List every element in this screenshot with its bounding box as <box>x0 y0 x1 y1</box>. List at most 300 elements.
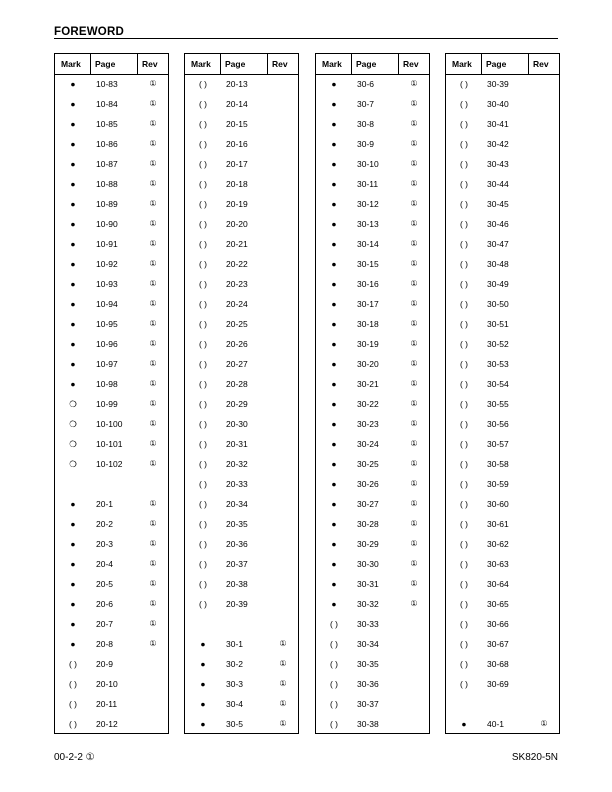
mark-symbol: ● <box>331 539 337 549</box>
page-number: 30-41 <box>487 119 509 129</box>
table-row <box>185 635 298 655</box>
mark-symbol: ( ) <box>459 99 469 109</box>
table-row <box>185 275 298 295</box>
mark-symbol: ● <box>331 279 337 289</box>
page-number: 10-95 <box>96 319 118 329</box>
mark-symbol: ● <box>70 119 76 129</box>
page-number: 30-10 <box>357 159 379 169</box>
revision-symbol: ① <box>149 279 157 288</box>
footer-page-number: 00-2-2 ① <box>54 752 95 763</box>
mark-symbol: ( ) <box>198 379 208 389</box>
table-row <box>446 315 559 335</box>
revision-symbol: ① <box>410 359 418 368</box>
revision-symbol: ① <box>149 319 157 328</box>
page-number: 10-96 <box>96 339 118 349</box>
mark-symbol: ( ) <box>459 219 469 229</box>
revision-symbol: ① <box>410 479 418 488</box>
mark-symbol: ● <box>331 379 337 389</box>
table-row <box>55 655 168 675</box>
table-row <box>316 475 429 495</box>
page-number: 20-20 <box>226 219 248 229</box>
mark-symbol: ( ) <box>198 479 208 489</box>
mark-symbol: ● <box>331 259 337 269</box>
revision-symbol: ① <box>410 579 418 588</box>
mark-symbol: ● <box>331 219 337 229</box>
page-number: 30-57 <box>487 439 509 449</box>
table-row <box>185 295 298 315</box>
page-title: FOREWORD <box>54 26 124 38</box>
table-row <box>316 515 429 535</box>
revision-symbol: ① <box>410 259 418 268</box>
mark-symbol: ( ) <box>198 259 208 269</box>
page-number: 10-98 <box>96 379 118 389</box>
table-row <box>446 215 559 235</box>
revision-symbol: ① <box>410 299 418 308</box>
table-row <box>185 435 298 455</box>
revision-symbol: ① <box>410 139 418 148</box>
table-row <box>185 695 298 715</box>
page-number: 20-4 <box>96 559 114 569</box>
mark-symbol: ( ) <box>459 659 469 669</box>
mark-symbol: ( ) <box>459 579 469 589</box>
mark-symbol: ● <box>331 419 337 429</box>
revision-symbol: ① <box>149 219 157 228</box>
mark-symbol: ● <box>331 299 337 309</box>
table-row <box>185 95 298 115</box>
mark-symbol: ( ) <box>459 239 469 249</box>
page-number: 20-2 <box>96 519 114 529</box>
table-row <box>55 575 168 595</box>
mark-symbol: ● <box>200 699 206 709</box>
mark-symbol: ( ) <box>198 419 208 429</box>
table-row <box>55 695 168 715</box>
page-number: 30-47 <box>487 239 509 249</box>
table-row <box>316 195 429 215</box>
revision-symbol: ① <box>410 199 418 208</box>
table-row <box>185 675 298 695</box>
table-row <box>446 475 559 495</box>
revision-symbol: ① <box>149 619 157 628</box>
page-number: 20-16 <box>226 139 248 149</box>
mark-symbol: ❍ <box>69 459 77 469</box>
page-number: 30-38 <box>357 719 379 729</box>
table-row <box>55 495 168 515</box>
page-number: 20-27 <box>226 359 248 369</box>
table-row <box>446 455 559 475</box>
page-number: 30-52 <box>487 339 509 349</box>
table-row <box>316 115 429 135</box>
revision-symbol: ① <box>410 179 418 188</box>
mark-symbol: ● <box>331 339 337 349</box>
page-number: 20-22 <box>226 259 248 269</box>
page-number: 30-59 <box>487 479 509 489</box>
page-number: 10-92 <box>96 259 118 269</box>
revision-symbol: ① <box>279 659 287 668</box>
mark-symbol: ● <box>331 139 337 149</box>
revision-symbol: ① <box>149 639 157 648</box>
revision-symbol: ① <box>149 99 157 108</box>
table-row <box>446 335 559 355</box>
mark-symbol: ( ) <box>198 459 208 469</box>
page-number: 30-35 <box>357 659 379 669</box>
page-number: 30-14 <box>357 239 379 249</box>
page-number: 30-18 <box>357 319 379 329</box>
table-row <box>446 195 559 215</box>
page-number: 30-11 <box>357 179 379 189</box>
table-row <box>55 155 168 175</box>
revision-symbol: ① <box>410 159 418 168</box>
header-divider <box>481 54 482 75</box>
mark-symbol: ● <box>70 339 76 349</box>
table-row <box>316 175 429 195</box>
header-divider <box>528 54 529 75</box>
mark-symbol: ( ) <box>459 639 469 649</box>
table-row <box>185 195 298 215</box>
mark-symbol: ● <box>331 239 337 249</box>
page-number: 40-1 <box>487 719 505 729</box>
header-mark: Mark <box>61 59 81 69</box>
table-row <box>316 715 429 735</box>
page-number: 30-58 <box>487 459 509 469</box>
page-number: 30-16 <box>357 279 379 289</box>
table-row <box>55 175 168 195</box>
mark-symbol: ● <box>331 359 337 369</box>
revision-symbol: ① <box>410 419 418 428</box>
page-number: 10-85 <box>96 119 118 129</box>
table-row <box>446 75 559 95</box>
mark-symbol: ❍ <box>69 399 77 409</box>
table-row <box>55 555 168 575</box>
mark-symbol: ( ) <box>198 559 208 569</box>
revision-symbol: ① <box>410 219 418 228</box>
mark-symbol: ● <box>331 159 337 169</box>
mark-symbol: ( ) <box>459 479 469 489</box>
revision-symbol: ① <box>149 139 157 148</box>
mark-symbol: ( ) <box>329 719 339 729</box>
page-number: 30-30 <box>357 559 379 569</box>
revision-symbol: ① <box>149 259 157 268</box>
mark-symbol: ● <box>331 99 337 109</box>
page-number: 30-2 <box>226 659 244 669</box>
table-row <box>185 255 298 275</box>
table-row <box>185 555 298 575</box>
table-row <box>446 555 559 575</box>
mark-symbol: ● <box>70 79 76 89</box>
mark-symbol: ( ) <box>329 679 339 689</box>
table-row <box>446 655 559 675</box>
page-number: 30-54 <box>487 379 509 389</box>
table-row <box>55 675 168 695</box>
table-row <box>55 635 168 655</box>
mark-symbol: ( ) <box>459 519 469 529</box>
table-row <box>316 95 429 115</box>
table-row <box>446 355 559 375</box>
mark-symbol: ● <box>331 499 337 509</box>
page-number: 20-3 <box>96 539 114 549</box>
table-row <box>446 375 559 395</box>
page-number: 30-8 <box>357 119 375 129</box>
table-row <box>316 615 429 635</box>
revision-symbol: ① <box>410 459 418 468</box>
revision-symbol: ① <box>410 399 418 408</box>
page-number: 20-1 <box>96 499 114 509</box>
page-number: 20-18 <box>226 179 248 189</box>
mark-symbol: ( ) <box>459 259 469 269</box>
page-number: 30-27 <box>357 499 379 509</box>
revision-symbol: ① <box>149 159 157 168</box>
table-row <box>55 315 168 335</box>
page-number: 30-32 <box>357 599 379 609</box>
table-column-2 <box>184 53 299 734</box>
page-number: 20-15 <box>226 119 248 129</box>
mark-symbol: ● <box>70 319 76 329</box>
page-number: 30-31 <box>357 579 379 589</box>
table-row <box>55 95 168 115</box>
page-number: 30-37 <box>357 699 379 709</box>
mark-symbol: ( ) <box>459 299 469 309</box>
revision-symbol: ① <box>410 439 418 448</box>
page-number: 10-90 <box>96 219 118 229</box>
page-number: 10-86 <box>96 139 118 149</box>
revision-symbol: ① <box>149 199 157 208</box>
mark-symbol: ● <box>70 299 76 309</box>
revision-symbol: ① <box>149 599 157 608</box>
revision-symbol: ① <box>410 499 418 508</box>
page-number: 20-6 <box>96 599 114 609</box>
revision-symbol: ① <box>149 179 157 188</box>
page-number: 30-45 <box>487 199 509 209</box>
header-divider <box>137 54 138 75</box>
table-header <box>55 54 168 75</box>
table-row <box>446 135 559 155</box>
table-row <box>446 95 559 115</box>
mark-symbol: ( ) <box>68 699 78 709</box>
page-number: 30-15 <box>357 259 379 269</box>
mark-symbol: ( ) <box>459 79 469 89</box>
table-row <box>446 295 559 315</box>
table-row <box>185 335 298 355</box>
mark-symbol: ( ) <box>198 399 208 409</box>
table-row <box>185 75 298 95</box>
table-row <box>316 275 429 295</box>
mark-symbol: ● <box>70 199 76 209</box>
mark-symbol: ● <box>70 179 76 189</box>
table-row <box>316 455 429 475</box>
mark-symbol: ( ) <box>459 159 469 169</box>
table-row <box>446 715 559 735</box>
mark-symbol: ( ) <box>68 719 78 729</box>
table-row <box>55 355 168 375</box>
page-number: 30-4 <box>226 699 244 709</box>
table-column-4 <box>445 53 560 734</box>
mark-symbol: ( ) <box>198 219 208 229</box>
page-number: 30-43 <box>487 159 509 169</box>
table-row <box>316 155 429 175</box>
table-row <box>185 475 298 495</box>
revision-symbol: ① <box>279 719 287 728</box>
table-row <box>316 495 429 515</box>
table-row <box>316 575 429 595</box>
table-row <box>316 215 429 235</box>
page-number: 10-94 <box>96 299 118 309</box>
page-number: 30-69 <box>487 679 509 689</box>
mark-symbol: ● <box>331 479 337 489</box>
mark-symbol: ● <box>70 579 76 589</box>
header-divider <box>267 54 268 75</box>
page-number: 30-19 <box>357 339 379 349</box>
table-row <box>316 355 429 375</box>
table-row <box>446 535 559 555</box>
table-row <box>316 335 429 355</box>
mark-symbol: ( ) <box>459 359 469 369</box>
table-row <box>316 75 429 95</box>
page-number: 20-21 <box>226 239 248 249</box>
page-number: 30-55 <box>487 399 509 409</box>
page-number: 30-25 <box>357 459 379 469</box>
table-row <box>446 635 559 655</box>
table-row <box>185 415 298 435</box>
page-number: 20-38 <box>226 579 248 589</box>
table-column-3 <box>315 53 430 734</box>
revision-symbol: ① <box>149 299 157 308</box>
mark-symbol: ( ) <box>198 79 208 89</box>
mark-symbol: ● <box>200 639 206 649</box>
page-number: 30-48 <box>487 259 509 269</box>
mark-symbol: ( ) <box>198 359 208 369</box>
table-row <box>185 575 298 595</box>
page-number: 10-97 <box>96 359 118 369</box>
page-number: 30-29 <box>357 539 379 549</box>
table-row <box>55 715 168 735</box>
page-number: 20-32 <box>226 459 248 469</box>
revision-symbol: ① <box>149 399 157 408</box>
page-number: 20-30 <box>226 419 248 429</box>
table-row <box>185 395 298 415</box>
table-row <box>55 515 168 535</box>
page-number: 10-84 <box>96 99 118 109</box>
mark-symbol: ( ) <box>198 119 208 129</box>
table-row <box>185 535 298 555</box>
page-number: 20-17 <box>226 159 248 169</box>
page-number: 30-33 <box>357 619 379 629</box>
table-row <box>316 695 429 715</box>
mark-symbol: ( ) <box>198 199 208 209</box>
page-number: 30-7 <box>357 99 375 109</box>
table-row <box>55 75 168 95</box>
revision-symbol: ① <box>149 519 157 528</box>
page-number: 30-51 <box>487 319 509 329</box>
page-number: 10-83 <box>96 79 118 89</box>
page-number: 30-36 <box>357 679 379 689</box>
title-rule <box>54 38 558 39</box>
table-row <box>316 315 429 335</box>
table-row <box>316 635 429 655</box>
page-number: 30-63 <box>487 559 509 569</box>
page-number: 20-14 <box>226 99 248 109</box>
mark-symbol: ● <box>70 219 76 229</box>
table-row <box>446 235 559 255</box>
header-mark: Mark <box>191 59 211 69</box>
mark-symbol: ( ) <box>329 619 339 629</box>
mark-symbol: ( ) <box>198 439 208 449</box>
table-row <box>55 435 168 455</box>
footer-model: SK820-5N <box>511 752 558 763</box>
mark-symbol: ● <box>331 319 337 329</box>
mark-symbol: ● <box>70 99 76 109</box>
revision-symbol: ① <box>149 239 157 248</box>
table-row <box>316 395 429 415</box>
page-number: 30-28 <box>357 519 379 529</box>
page-number: 30-56 <box>487 419 509 429</box>
revision-symbol: ① <box>410 79 418 88</box>
mark-symbol: ( ) <box>198 99 208 109</box>
revision-symbol: ① <box>149 499 157 508</box>
mark-symbol: ● <box>70 359 76 369</box>
mark-symbol: ● <box>331 459 337 469</box>
page-number: 30-49 <box>487 279 509 289</box>
header-rev: Rev <box>533 59 549 69</box>
mark-symbol: ● <box>331 599 337 609</box>
page-number: 30-9 <box>357 139 375 149</box>
mark-symbol: ( ) <box>459 419 469 429</box>
revision-symbol: ① <box>410 319 418 328</box>
mark-symbol: ( ) <box>459 459 469 469</box>
mark-symbol: ❍ <box>69 439 77 449</box>
revision-symbol: ① <box>410 239 418 248</box>
page-number: 20-19 <box>226 199 248 209</box>
revision-symbol: ① <box>410 559 418 568</box>
mark-symbol: ( ) <box>198 179 208 189</box>
table-row <box>185 595 298 615</box>
mark-symbol: ● <box>70 239 76 249</box>
mark-symbol: ( ) <box>459 199 469 209</box>
page-number: 20-39 <box>226 599 248 609</box>
header-page: Page <box>486 59 507 69</box>
page-number: 20-12 <box>96 719 118 729</box>
table-row <box>185 655 298 675</box>
revision-symbol: ① <box>410 379 418 388</box>
mark-symbol: ● <box>331 179 337 189</box>
mark-symbol: ( ) <box>459 439 469 449</box>
mark-symbol: ● <box>70 519 76 529</box>
mark-symbol: ( ) <box>459 559 469 569</box>
revision-symbol: ① <box>149 359 157 368</box>
page-number: 20-37 <box>226 559 248 569</box>
mark-symbol: ( ) <box>198 519 208 529</box>
page-number: 30-13 <box>357 219 379 229</box>
table-row <box>316 295 429 315</box>
revision-symbol: ① <box>410 519 418 528</box>
mark-symbol: ● <box>70 539 76 549</box>
table-row <box>55 595 168 615</box>
page-number: 20-29 <box>226 399 248 409</box>
mark-symbol: ( ) <box>459 619 469 629</box>
table-row <box>185 115 298 135</box>
header-rev: Rev <box>142 59 158 69</box>
mark-symbol: ● <box>70 499 76 509</box>
header-divider <box>351 54 352 75</box>
header-rev: Rev <box>403 59 419 69</box>
table-header <box>446 54 559 75</box>
revision-symbol: ① <box>149 439 157 448</box>
page-number: 10-89 <box>96 199 118 209</box>
page-number: 30-66 <box>487 619 509 629</box>
table-row <box>55 535 168 555</box>
mark-symbol: ( ) <box>459 279 469 289</box>
table-row <box>446 255 559 275</box>
table-row <box>446 615 559 635</box>
page-number: 10-99 <box>96 399 118 409</box>
